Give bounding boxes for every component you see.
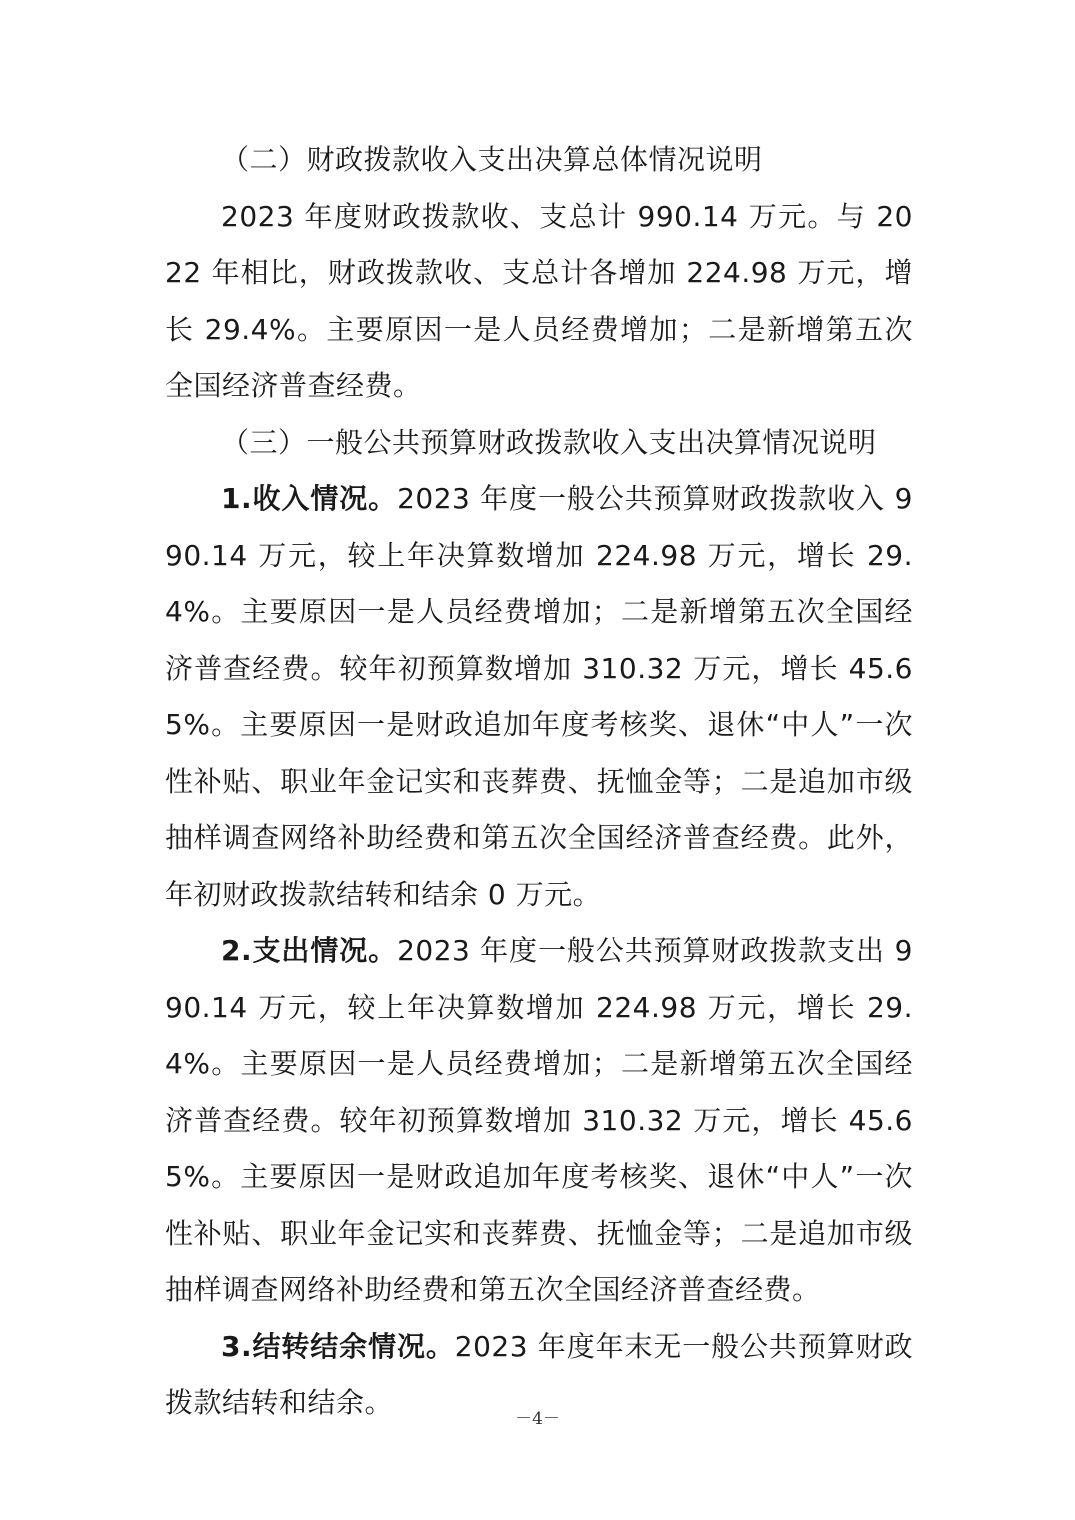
carryover-subheading: 3.结转结余情况。	[221, 1329, 455, 1363]
income-subheading: 1.收入情况。	[221, 482, 398, 515]
expenditure-text: 2023 年度一般公共预算财政拨款支出 990.14 万元，较上年决算数增加 224.98 万元，增长 29.4%。主要原因一是人员经费增加；二是新增第五次全国经济普查经费。较年初预算数增加 310.32 万元，增长 45.65%。主要原因一是财政追加年度考核奖、退休“中人”一次性补贴、职业年金记实和丧葬费、抚恤金等；二是追加市级抽样调查网络补助经费和第五次全国经济普查经费。	[165, 934, 913, 1306]
paragraph-income	[165, 471, 913, 923]
document-body	[165, 132, 913, 1432]
paragraph-overall: 2023 年度财政拨款收、支总计 990.14 万元。与 2022 年相比，财政拨款收、支总计各增加 224.98 万元，增长 29.4%。主要原因一是人员经费增加；二是新增第五次全国经济普查经费。	[165, 199, 913, 402]
expenditure-subheading: 2.支出情况。	[221, 934, 398, 967]
carryover-text: 2023 年度年末无一般公共预算财政拨款结转和结余。	[165, 1329, 913, 1419]
paragraph-expenditure	[165, 923, 913, 1319]
section-heading-2: （二）财政拨款收入支出决算总体情况说明	[221, 143, 763, 176]
income-text: 2023 年度一般公共预算财政拨款收入 990.14 万元，较上年决算数增加 224.98 万元，增长 29.4%。主要原因一是人员经费增加；二是新增第五次全国经济普查经费。较年初预算数增加 310.32 万元，增长 45.65%。主要原因一是财政追加年度考核奖、退休“中人”一次性补贴、职业年金记实和丧葬费、抚恤金等；二是追加市级抽样调查网络补助经费和第五次全国经济普查经费。此外，年初财政拨款结转和结余 0 万元。	[165, 482, 913, 911]
page-number: －4－	[515, 1409, 560, 1429]
section-heading-3: （三）一般公共预算财政拨款收入支出决算情况说明	[221, 425, 877, 459]
